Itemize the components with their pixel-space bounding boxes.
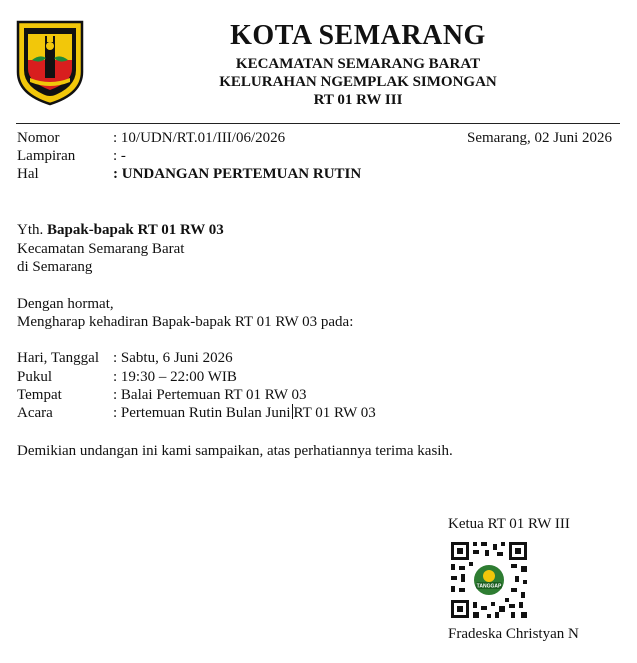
pukul-row [17, 368, 237, 386]
recipient-line [17, 221, 224, 239]
qr-code-icon [449, 540, 529, 620]
place-date: Semarang, 02 Juni 2026 [467, 130, 612, 146]
closing-text: Demikian undangan ini kami sampaikan, atas perhatiannya terima kasih. [17, 443, 453, 459]
nomor-row [17, 129, 285, 147]
hal-row [17, 165, 361, 183]
signature-title: Ketua RT 01 RW III [448, 516, 570, 532]
text-cursor [292, 404, 293, 419]
acara-row[interactable] [17, 404, 376, 422]
pukul-value: : 19:30 – 22:00 WIB [113, 369, 237, 385]
recipient-yth: Yth. [17, 222, 47, 238]
letterhead-kecamatan: KECAMATAN SEMARANG BARAT [235, 56, 481, 72]
pukul-label: Pukul [17, 369, 53, 385]
city-emblem-icon [16, 20, 84, 106]
tempat-label: Tempat [17, 387, 62, 403]
acara-value[interactable] [113, 404, 376, 422]
hari-value: : Sabtu, 6 Juni 2026 [113, 350, 233, 366]
recipient-city: di Semarang [17, 259, 93, 275]
hal-label: Hal [17, 166, 39, 182]
acara-value-part-b: RT 01 RW 03 [293, 405, 376, 421]
greeting-text: Dengan hormat, [17, 296, 114, 312]
hari-row [17, 349, 233, 367]
lampiran-value: : - [113, 148, 126, 164]
intro-text: Mengharap kehadiran Bapak-bapak RT 01 RW 03 pada: [17, 314, 354, 330]
signer-name: Fradeska Christyan N [448, 626, 579, 642]
hal-value: : UNDANGAN PERTEMUAN RUTIN [113, 166, 362, 182]
recipient-name: Bapak-bapak RT 01 RW 03 [47, 222, 224, 238]
qr-badge-text: TANGGAP [476, 583, 502, 590]
acara-value-part-a: : Pertemuan Rutin Bulan Juni [113, 405, 291, 421]
lampiran-label: Lampiran [17, 148, 76, 164]
recipient-kecamatan: Kecamatan Semarang Barat [17, 241, 185, 257]
nomor-value: : 10/UDN/RT.01/III/06/2026 [113, 130, 286, 146]
hari-label: Hari, Tanggal [17, 350, 99, 366]
nomor-label: Nomor [17, 130, 60, 146]
letterhead-rt-rw: RT 01 RW III [313, 92, 403, 108]
letterhead-kelurahan: KELURAHAN NGEMPLAK SIMONGAN [219, 74, 497, 90]
letterhead-divider [16, 123, 620, 124]
letterhead-title: KOTA SEMARANG [230, 20, 486, 51]
tempat-row [17, 386, 307, 404]
lampiran-row [17, 147, 126, 165]
tempat-value: : Balai Pertemuan RT 01 RW 03 [113, 387, 307, 403]
acara-label: Acara [17, 405, 53, 421]
